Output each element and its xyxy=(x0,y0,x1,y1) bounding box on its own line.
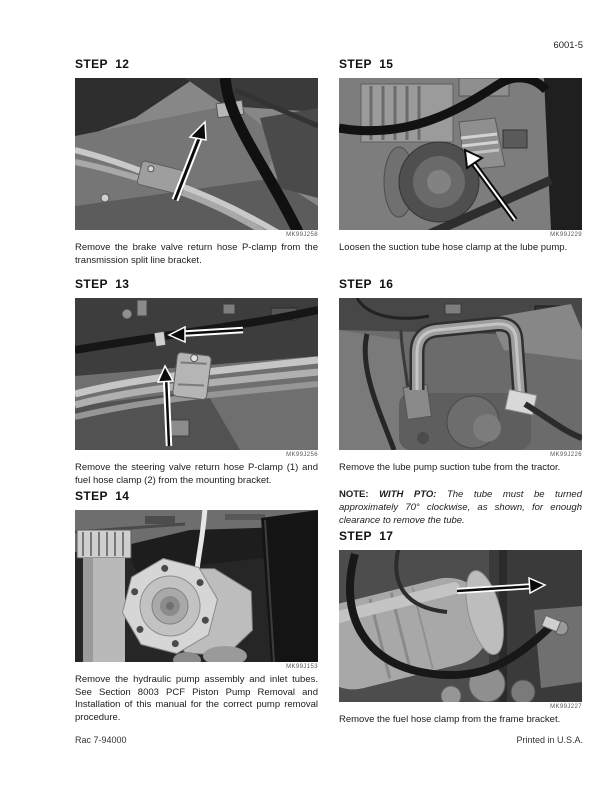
step-17-photo xyxy=(339,550,582,702)
step-16-heading: STEP 16 xyxy=(339,277,394,291)
step-16-caption: Remove the lube pump suction tube from the tractor. xyxy=(339,462,561,473)
step-13-photo xyxy=(75,298,318,450)
step-15-photo xyxy=(339,78,582,230)
step-15-heading: STEP 15 xyxy=(339,57,394,71)
photo-credit: MK99J153 xyxy=(286,664,318,670)
note-label: NOTE: xyxy=(339,488,380,500)
photo-credit: MK99J227 xyxy=(550,704,582,710)
page-number: 6001-5 xyxy=(553,40,583,51)
mounting-clamp-shape xyxy=(172,352,211,400)
steering-valve-photo-illustration xyxy=(75,298,318,450)
step-12-block xyxy=(75,57,318,267)
step-13-block xyxy=(75,277,318,487)
fuel-hose-clamp-photo-illustration xyxy=(339,550,582,702)
step-15-caption: Loosen the suction tube hose clamp at the lube pump. xyxy=(339,242,568,253)
step-17-heading: STEP 17 xyxy=(339,529,394,543)
step-12-caption: Remove the brake valve return hose P-clamp from the transmission split line bracket. xyxy=(75,242,318,266)
step-14-photo xyxy=(75,510,318,662)
step-12-photo xyxy=(75,78,318,230)
photo-credit: MK99J226 xyxy=(550,452,582,458)
step-17-caption: Remove the fuel hose clamp from the frame bracket. xyxy=(339,714,561,725)
note-emphasis: WITH PTO: xyxy=(379,488,447,500)
photo-credit: MK99J256 xyxy=(286,452,318,458)
photo-credit: MK99J229 xyxy=(550,232,582,238)
hydraulic-pump-photo-illustration xyxy=(75,510,318,662)
note-text: The tube must be turned approximately 70° clockwise, as shown, for enough clearance to remove the tube. xyxy=(339,488,582,526)
step-14-block xyxy=(75,489,318,724)
step-13-caption: Remove the steering valve return hose P-clamp (1) and fuel hose clamp (2) from the mounting bracket. xyxy=(75,462,318,486)
step-16-note xyxy=(339,488,582,527)
footer-publication-code: Rac 7-94000 xyxy=(75,735,127,745)
step-16-block xyxy=(339,277,582,527)
photo-credit: MK99J258 xyxy=(286,232,318,238)
suction-tube-photo-illustration xyxy=(339,298,582,450)
brake-valve-photo-illustration xyxy=(75,78,318,230)
step-17-block xyxy=(339,529,582,727)
step-16-photo xyxy=(339,298,582,450)
lube-pump-photo-illustration xyxy=(339,78,582,230)
step-12-heading: STEP 12 xyxy=(75,57,130,71)
step-15-block xyxy=(339,57,582,255)
step-14-heading: STEP 14 xyxy=(75,489,130,503)
step-13-heading: STEP 13 xyxy=(75,277,130,291)
footer-printed-in: Printed in U.S.A. xyxy=(516,735,583,745)
step-14-caption: Remove the hydraulic pump assembly and inlet tubes. See Section 8003 PCF Piston Pump Removal and Installation of this manual for the correct pump removal procedure. xyxy=(75,674,318,723)
